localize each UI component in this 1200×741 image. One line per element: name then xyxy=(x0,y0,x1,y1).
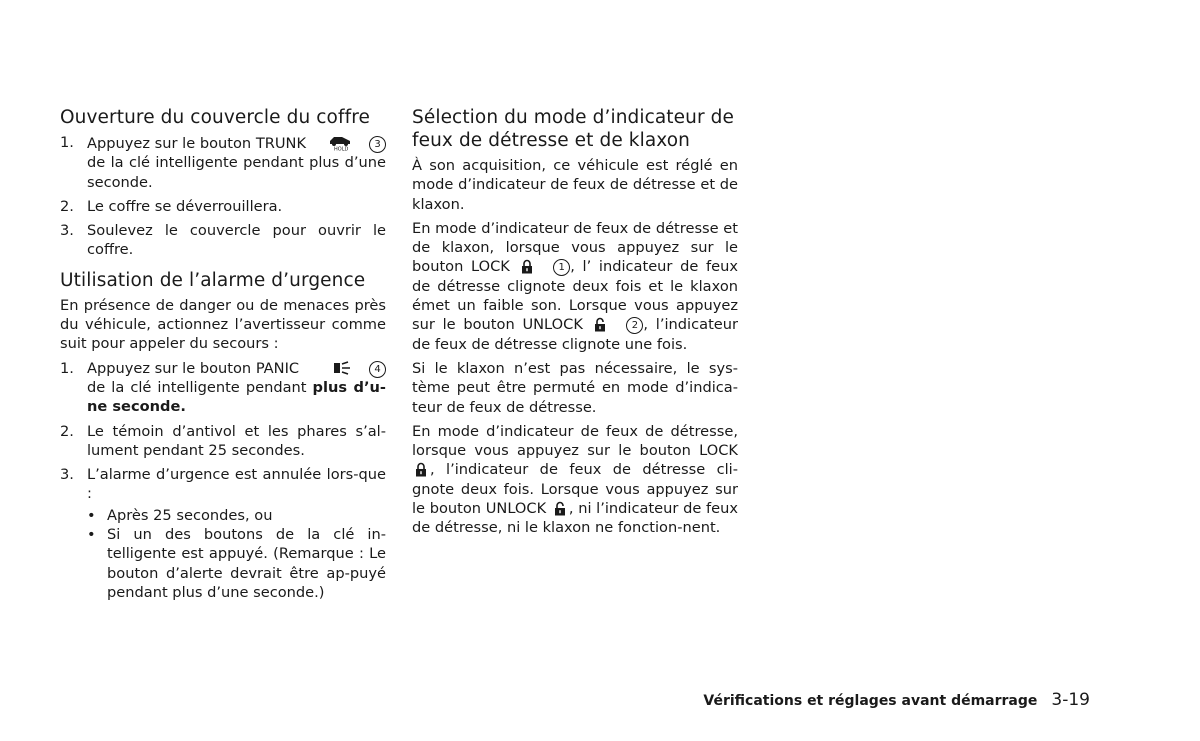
lock-icon xyxy=(520,259,534,274)
section-title-mode: Sélection du mode d’indicateur de feux de détresse et de klaxon xyxy=(412,107,734,151)
cancel-conditions xyxy=(87,506,386,602)
lock-icon xyxy=(414,462,428,477)
alarm-intro: En présence de danger ou de menaces près du véhicule, actionnez l’avertisseur comme suit pour appeler du secours : xyxy=(60,296,386,353)
trunk-steps xyxy=(60,133,386,260)
list-item: 1. Appuyez sur le bouton TRUNK HOLD 3 de la clé intelligente pendant plus d’une seconde. xyxy=(60,134,386,191)
trunk-hold-icon xyxy=(328,133,352,151)
list-item: 2. Le coffre se déverrouillera. xyxy=(60,197,283,215)
list-item: 2. Le témoin d’antivol et les phares s’al-lument pendant 25 secondes. xyxy=(60,422,386,459)
svg-text:HOLD: HOLD xyxy=(334,146,349,151)
circled-number: 3 xyxy=(369,136,386,153)
alarm-steps xyxy=(60,359,386,603)
paragraph: Si le klaxon n’est pas nécessaire, le sys-tème peut être permuté en mode d’indica-teur de feux de détresse. xyxy=(412,359,738,416)
left-column xyxy=(60,106,386,607)
section-title-trunk: Ouverture du couvercle du coffre xyxy=(60,107,370,128)
panic-icon xyxy=(332,360,352,376)
list-item: 3. Soulevez le couvercle pour ouvrir le coffre. xyxy=(60,222,386,259)
list-item: • Si un des boutons de la clé in-telligente est appuyé. (Remarque : Le bouton d’alerte devrait être ap-puyé pendant plus d’une seconde.) xyxy=(87,526,386,601)
unlock-icon xyxy=(593,317,607,332)
paragraph: À son acquisition, ce véhicule est réglé en mode d’indicateur de feux de détresse et de klaxon. xyxy=(412,157,738,213)
circled-number: 1 xyxy=(553,259,570,276)
list-item: 1. Appuyez sur le bouton PANIC 4 de la clé intelligente pendant plus d’u-ne seconde. xyxy=(60,359,386,416)
section-title-alarm: Utilisation de l’alarme d’urgence xyxy=(60,269,366,291)
circled-number: 2 xyxy=(626,317,643,334)
circled-number: 4 xyxy=(369,361,386,378)
page-footer xyxy=(703,690,1090,710)
right-column xyxy=(412,106,738,543)
paragraph: En mode d’indicateur de feux de détresse, lorsque vous appuyez sur le bouton LOCK , l’indicateur de feux de détresse cli-gnote deux fois. Lorsque vous appuyez sur le bouton UNLOCK , ni l’indicateur de feux de détresse, ni le klaxon ne fonction-nent. xyxy=(412,422,739,537)
footer-section-title: Vérifications et réglages avant démarrage xyxy=(703,693,1038,709)
paragraph: En mode d’indicateur de feux de détresse et de klaxon, lorsque vous appuyez sur le bouton LOCK 1 , l’ indicateur de feux de détresse clignote deux fois et le klaxon émet un faible son. Lorsque vous appuyez sur le bouton UNLOCK 2 , l’indicateur de feux de détresse clignote une fois. xyxy=(412,219,739,353)
page-number: 3-19 xyxy=(1051,690,1090,710)
unlock-icon xyxy=(553,501,567,516)
list-item: • Après 25 secondes, ou xyxy=(87,506,273,524)
list-item: 3. L’alarme d’urgence est annulée lors-que : • Après 25 secondes, ou • Si un des boutons de la clé in-telligente est appuyé. (Remarque : Le bouton d’alerte devrait être ap-puyé pendant plus d’une seconde.) xyxy=(60,466,386,601)
